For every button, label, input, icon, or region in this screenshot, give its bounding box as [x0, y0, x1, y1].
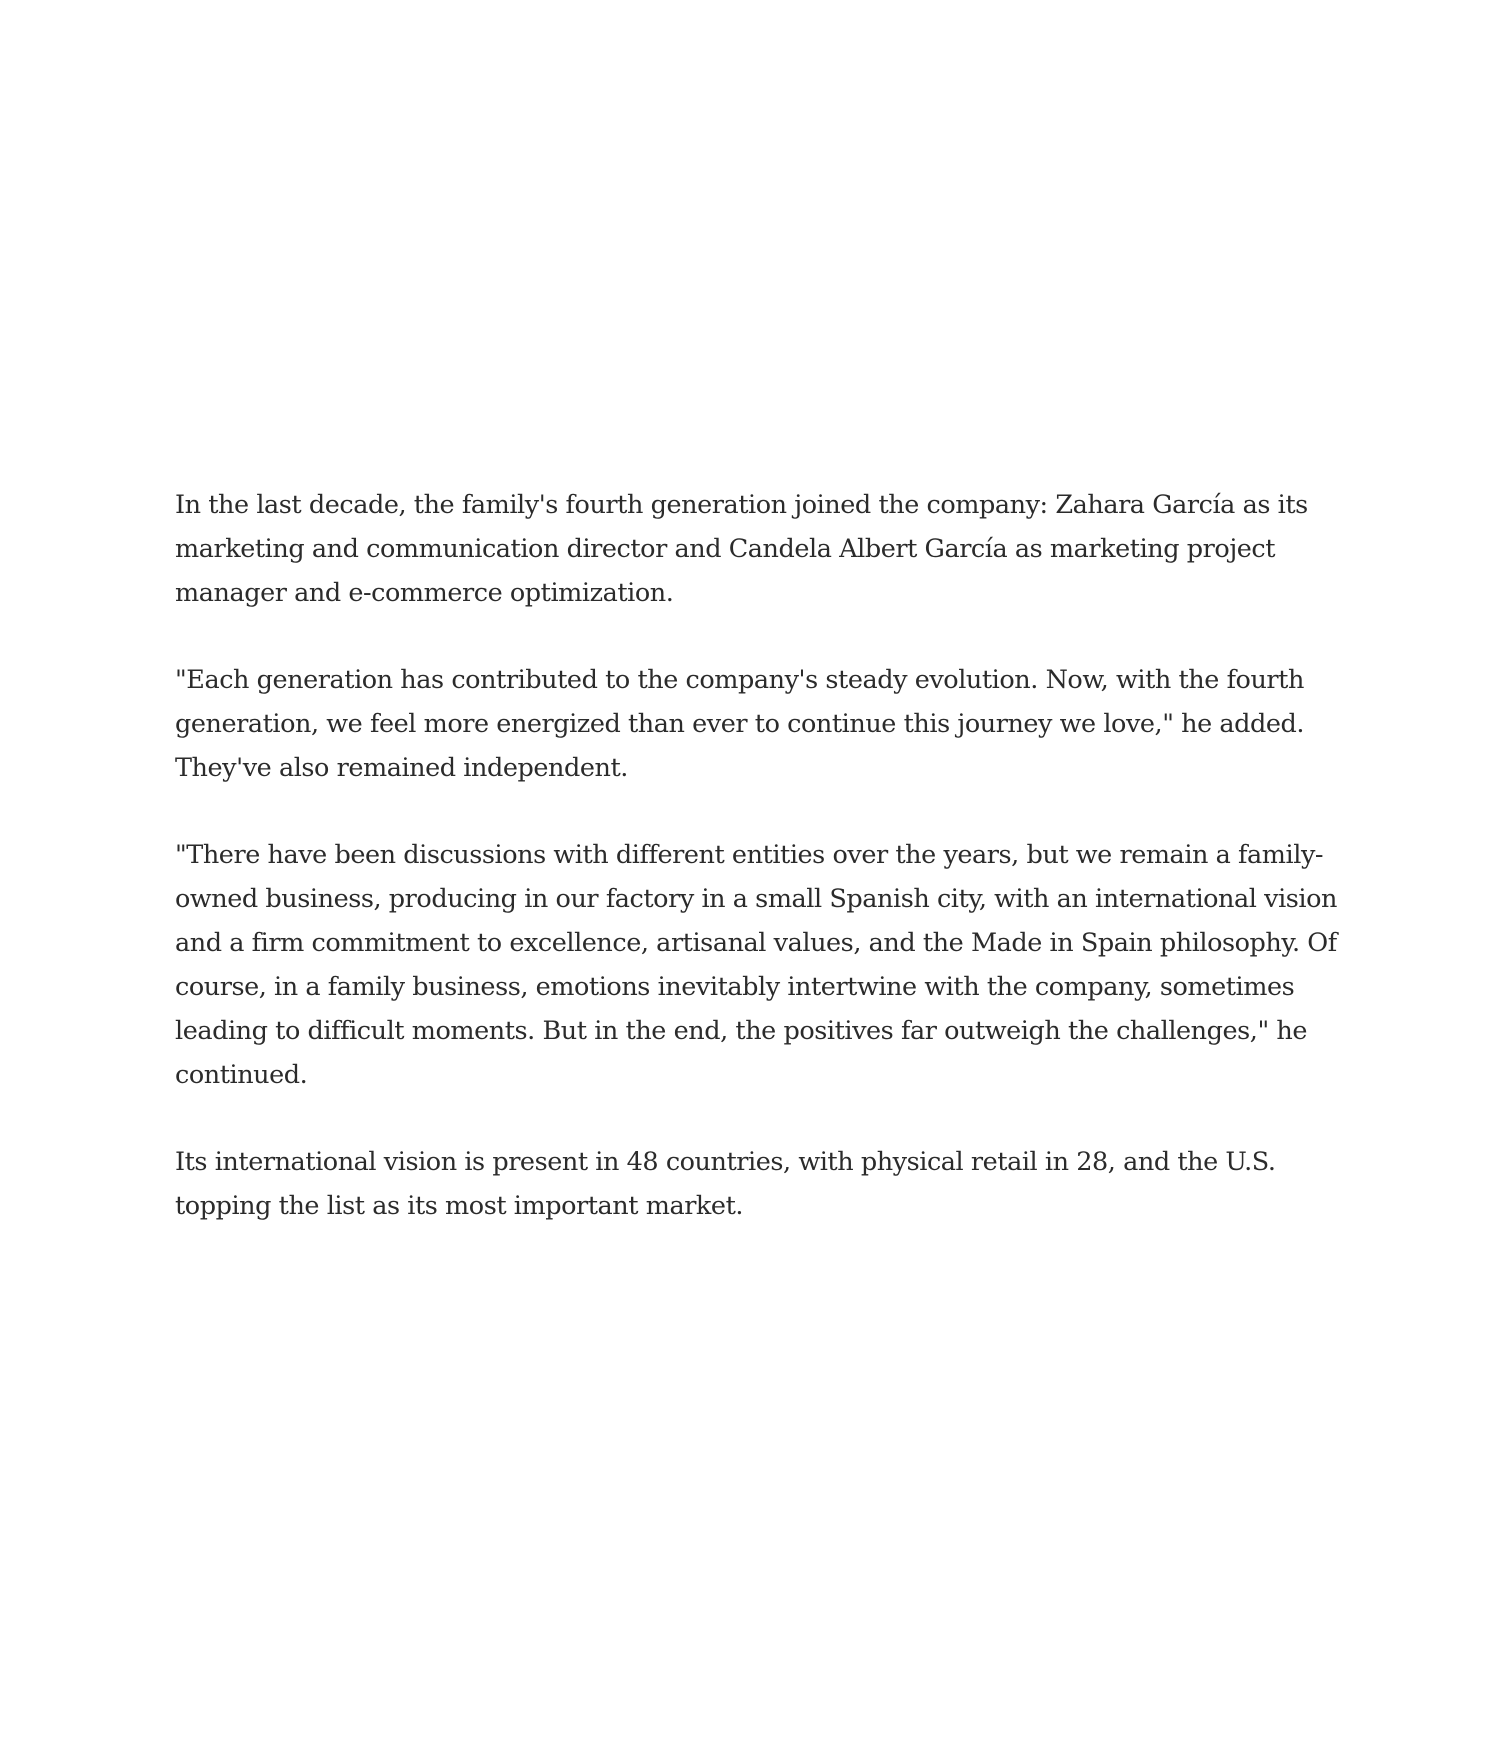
paragraph-generation-quote: "Each generation has contributed to the company's steady evolution. Now, with the fourth generation, we feel more energized than ever to continue this journey we love," he added. They've also remained independent. — [175, 665, 1305, 783]
paragraph-international-vision: Its international vision is present in 48 countries, with physical retail in 28, and the U.S. topping the list as its most important market. — [175, 1147, 1276, 1221]
paragraph-fourth-generation: In the last decade, the family's fourth generation joined the company: Zahara García as its marketing and communication director and Candela Albert García as marketing project manager and e-commerce optimization. — [175, 490, 1308, 608]
paragraph-family-business-quote: "There have been discussions with different entities over the years, but we remain a family-owned business, producing in our factory in a small Spanish city, with an international vision and a firm commitment to excellence, artisanal values, and the Made in Spain philosophy. Of course, in a family business, emotions inevitably intertwine with the company, sometimes leading to difficult moments. But in the end, the positives far outweigh the challenges," he continued. — [175, 840, 1338, 1090]
article-body — [175, 483, 1345, 1271]
